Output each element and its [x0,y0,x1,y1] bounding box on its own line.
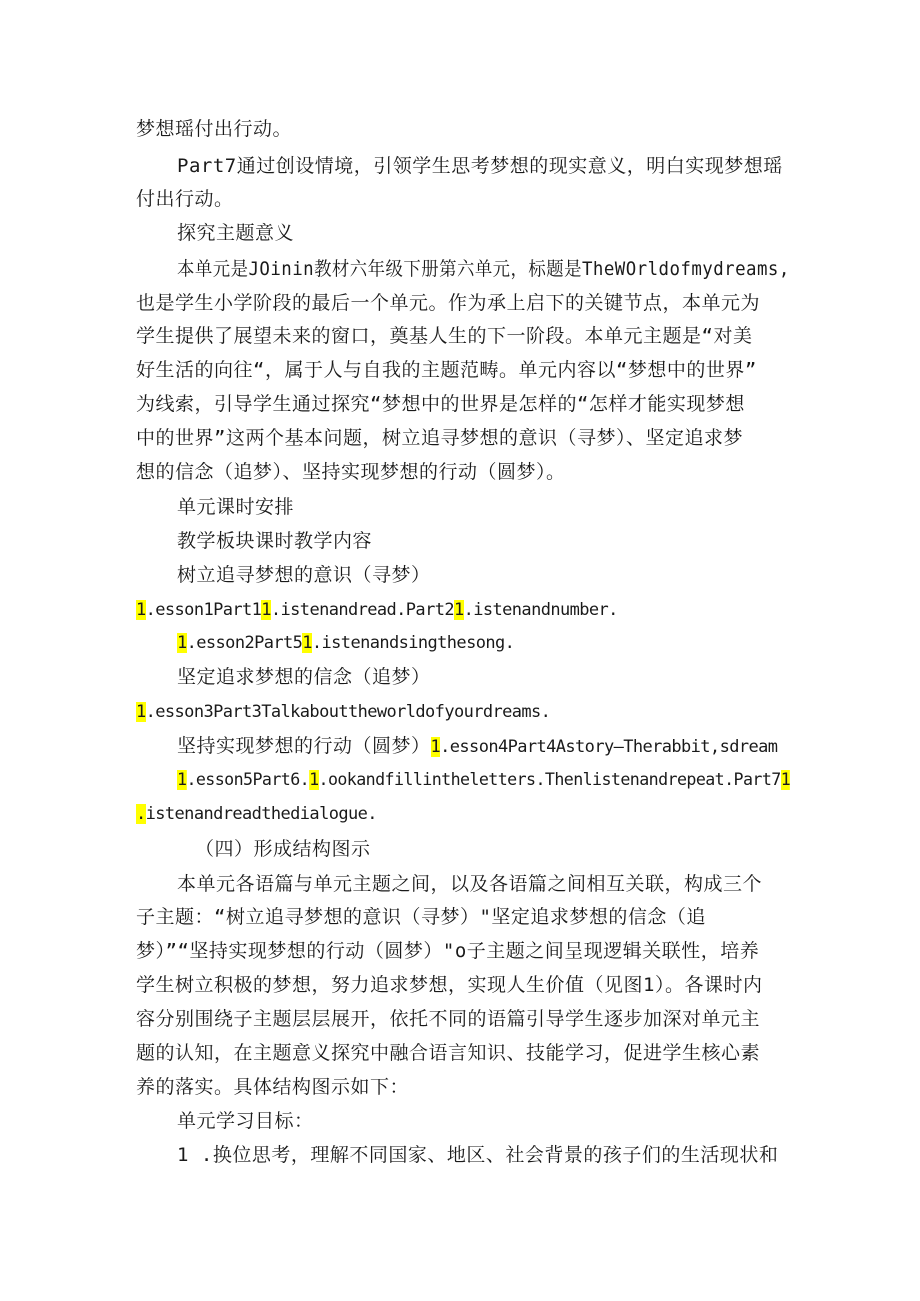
lesson-text: .istenandread.Part2 [270,600,454,620]
text-line: 为线索，引导学生通过探究“梦想中的世界是怎样的“怎样才能实现梦想 [136,393,745,415]
text-line: 中的世界”这两个基本问题，树立追寻梦想的意识（寻梦）、坚定追求梦 [136,427,743,449]
text-line: Part7通过创设情境，引领学生思考梦想的现实意义，明白实现梦想瑶 [177,155,783,177]
lesson-heading: 坚持实现梦想的行动（圆梦） [177,735,431,757]
text-line: 梦想瑶付出行动。 [136,118,293,140]
paragraph-line: 养的落实。具体结构图示如下： [136,1076,410,1098]
paragraph-line: 学生树立积极的梦想，努力追求梦想，实现人生价值（见图1）。各课时内 [136,974,763,996]
text-line: 想的信念（追梦）、坚持实现梦想的行动（圆梦）。 [136,461,566,483]
lesson-text: .esson5Part6. [186,770,310,790]
paragraph-line: 题的认知，在主题意义探究中融合语言知识、技能学习，促进学生核心素 [136,1042,761,1064]
highlight-mark: . [136,804,146,824]
goal-item: 1 .换位思考，理解不同国家、地区、社会背景的孩子们的生活现状和 [177,1144,779,1166]
paragraph-line: 容分别围绕子主题层层展开，依托不同的语篇引导学生逐步加深对单元主 [136,1008,761,1030]
lesson-text: .istenandnumber. [463,600,618,620]
lesson-line [177,733,777,760]
highlight-mark: 1 [309,770,319,790]
lesson-line [177,767,790,793]
lesson-text: .esson2Part5 [186,633,303,653]
section-title: （四）形成结构图示 [195,838,371,860]
text-line: 树立追寻梦想的意识（寻梦） [177,564,431,586]
lesson-text: .ookandfillintheletters.Thenlistenandrepeat.Part7 [318,770,781,790]
highlight-mark: 1 [780,770,791,790]
goals-title: 单元学习目标： [177,1110,314,1132]
highlight-mark: 1 [177,633,187,653]
text-line: 付出行动。 [136,188,234,210]
lesson-line [177,630,514,656]
highlight-mark: 1 [453,600,464,620]
lesson-line [136,801,377,827]
highlight-mark: 1 [136,600,146,620]
lesson-text: .esson1Part1 [145,600,262,620]
text-line: 学生提供了展望未来的窗口，奠基人生的下一阶段。本单元主题是“对美 [136,325,753,347]
lesson-text: .esson4Part4Astory—Therabbit,sdream [440,737,778,757]
lesson-text: .istenandsingthesong. [311,633,515,653]
section-heading: 单元课时安排 [177,496,295,518]
highlight-mark: 1 [261,600,271,620]
section-heading: 探究主题意义 [177,222,295,244]
lesson-text: istenandreadthedialogue. [145,804,377,824]
lesson-text: .esson3Part3Talkabouttheworldofyourdreams. [145,702,551,722]
highlight-mark: 1 [302,633,312,653]
paragraph-line: 梦）”“坚持实现梦想的行动（圆梦）"o子主题之间呈现逻辑关联性，培养 [136,940,760,962]
lesson-line [136,597,618,623]
text-line: 教学板块课时教学内容 [177,530,373,552]
text-line: 也是学生小学阶段的最后一个单元。作为承上启下的关键节点，本单元为 [136,292,761,314]
highlight-mark: 1 [136,702,146,722]
highlight-mark: 1 [430,737,441,757]
text-line: 好生活的向往“，属于人与自我的主题范畴。单元内容以“梦想中的世界” [136,359,757,381]
lesson-line [136,699,550,725]
lesson-heading: 坚定追求梦想的信念（追梦） [177,666,431,688]
paragraph-line: 子主题：“树立追寻梦想的意识（寻梦）"坚定追求梦想的信念（追 [136,906,706,928]
text-line: 本单元是JOinin教材六年级下册第六单元，标题是TheWOrldofmydreams, [177,258,790,280]
highlight-mark: 1 [177,770,187,790]
paragraph-line: 本单元各语篇与单元主题之间，以及各语篇之间相互关联，构成三个 [177,873,763,895]
